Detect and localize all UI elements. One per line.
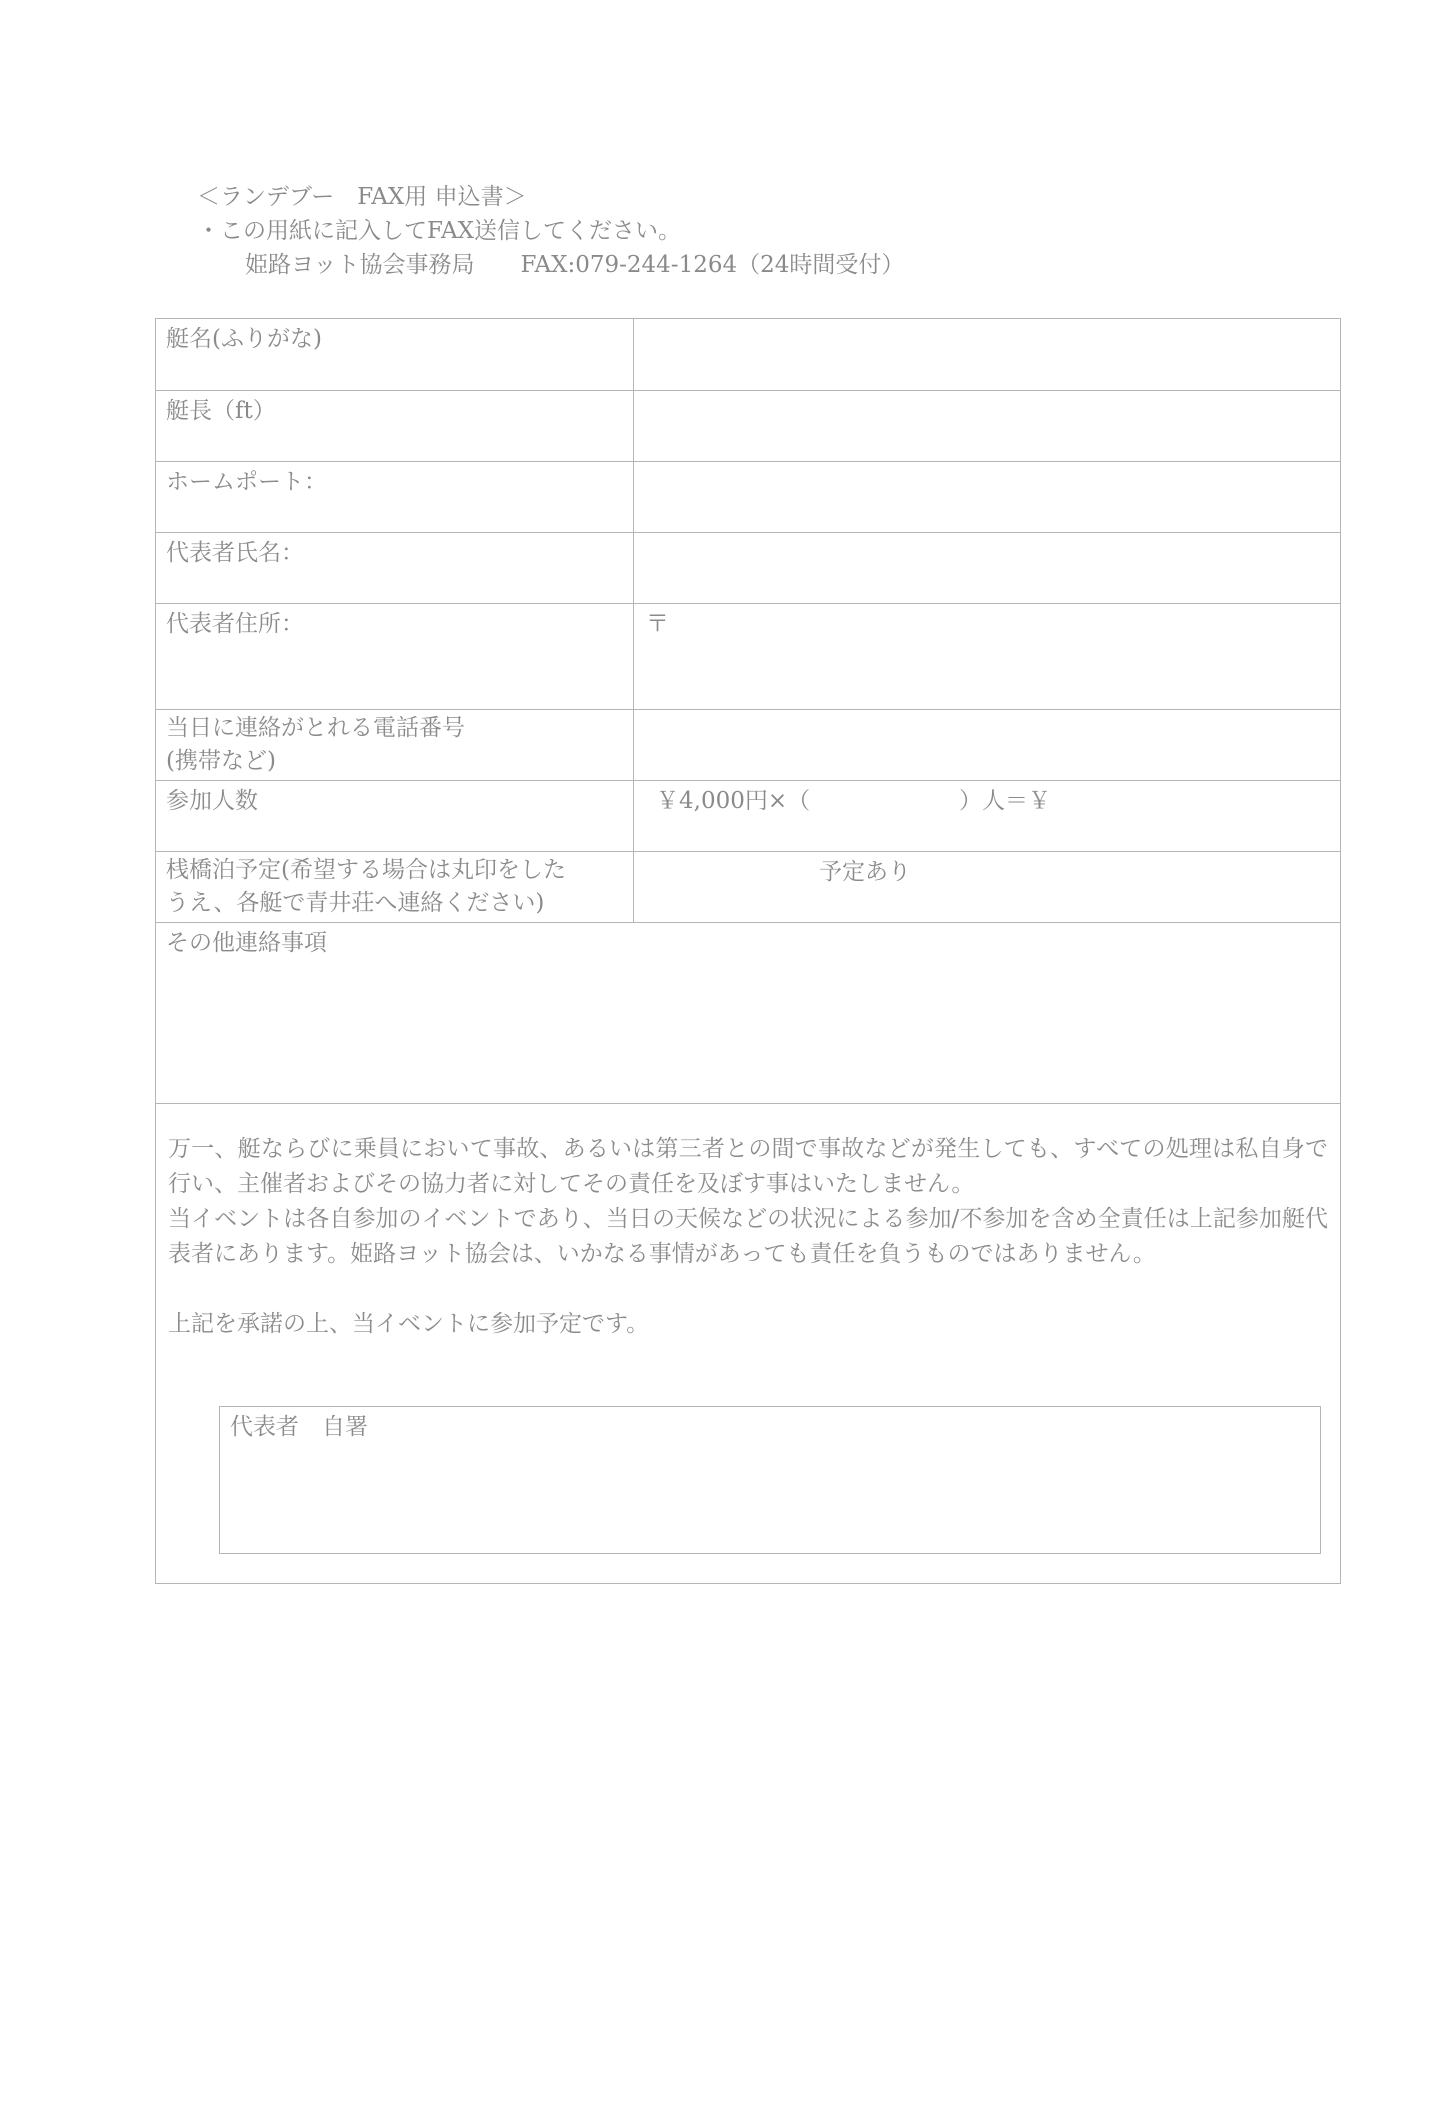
fee-total-text: ）人＝￥ <box>959 788 1051 814</box>
home-port-label: ホームポート： <box>156 462 634 532</box>
rep-name-row <box>156 533 1340 604</box>
stay-label-line1: 桟橋泊予定(希望する場合は丸印をした <box>166 857 566 883</box>
stay-row <box>156 852 1340 923</box>
fax-number: FAX:079-244-1264（24時間受付） <box>520 252 905 278</box>
disclaimer-para2: 当イベントは各自参加のイベントであり、当日の天候などの状況による参加/不参加を含め全責任は上記参加艇代表者にあります。姫路ヨット協会は、いかなる事情があっても責任を負うものではありません。 <box>168 1206 1328 1267</box>
postal-mark: 〒 <box>646 611 669 637</box>
form-header <box>197 180 904 282</box>
participants-label: 参加人数 <box>156 781 634 851</box>
rep-address-row <box>156 604 1340 710</box>
participants-row <box>156 781 1340 852</box>
office-name: 姫路ヨット協会事務局 <box>245 252 475 278</box>
phone-label-line2: (携帯など) <box>166 748 276 774</box>
disclaimer-text <box>168 1132 1328 1342</box>
signature-box[interactable] <box>219 1406 1321 1554</box>
boat-length-field[interactable] <box>634 391 1340 461</box>
home-port-field[interactable] <box>634 462 1340 532</box>
disclaimer-para3: 上記を承諾の上、当イベントに参加予定です。 <box>168 1311 650 1337</box>
stay-field[interactable] <box>634 852 1340 922</box>
rep-name-label: 代表者氏名： <box>156 533 634 603</box>
boat-length-row <box>156 391 1340 462</box>
fee-text: ￥4,000円×（ <box>656 788 811 814</box>
boat-name-label: 艇名(ふりがな) <box>156 319 634 390</box>
form-title: ＜ランデブー FAX用 申込書＞ <box>197 184 527 210</box>
phone-field[interactable] <box>634 710 1340 780</box>
application-form <box>155 318 1341 1584</box>
phone-label-line1: 当日に連絡がとれる電話番号 <box>166 715 465 741</box>
instruction-text: ・この用紙に記入してFAX送信してください。 <box>197 218 681 244</box>
other-row <box>156 923 1340 1104</box>
rep-address-label: 代表者住所： <box>156 604 634 709</box>
other-label: その他連絡事項 <box>166 930 327 956</box>
disclaimer-para1: 万一、艇ならびに乗員において事故、あるいは第三者との間で事故などが発生しても、すべての処理は私自身で行い、主催者およびその協力者に対してその責任を及ぼす事はいたしません。 <box>168 1136 1328 1197</box>
stay-label <box>156 852 634 922</box>
rep-address-field[interactable] <box>634 604 1340 709</box>
boat-name-field[interactable] <box>634 319 1340 390</box>
participants-field[interactable] <box>634 781 1340 851</box>
phone-row <box>156 710 1340 781</box>
boat-length-label: 艇長（ft） <box>156 391 634 461</box>
phone-label <box>156 710 634 780</box>
stay-option[interactable]: 予定あり <box>819 859 911 885</box>
home-port-row <box>156 462 1340 533</box>
rep-name-field[interactable] <box>634 533 1340 603</box>
boat-name-row <box>156 319 1340 391</box>
signature-label: 代表者 自署 <box>230 1414 368 1440</box>
stay-label-line2: うえ、各艇で青井荘へ連絡ください) <box>166 890 545 916</box>
contact-line <box>197 248 904 282</box>
